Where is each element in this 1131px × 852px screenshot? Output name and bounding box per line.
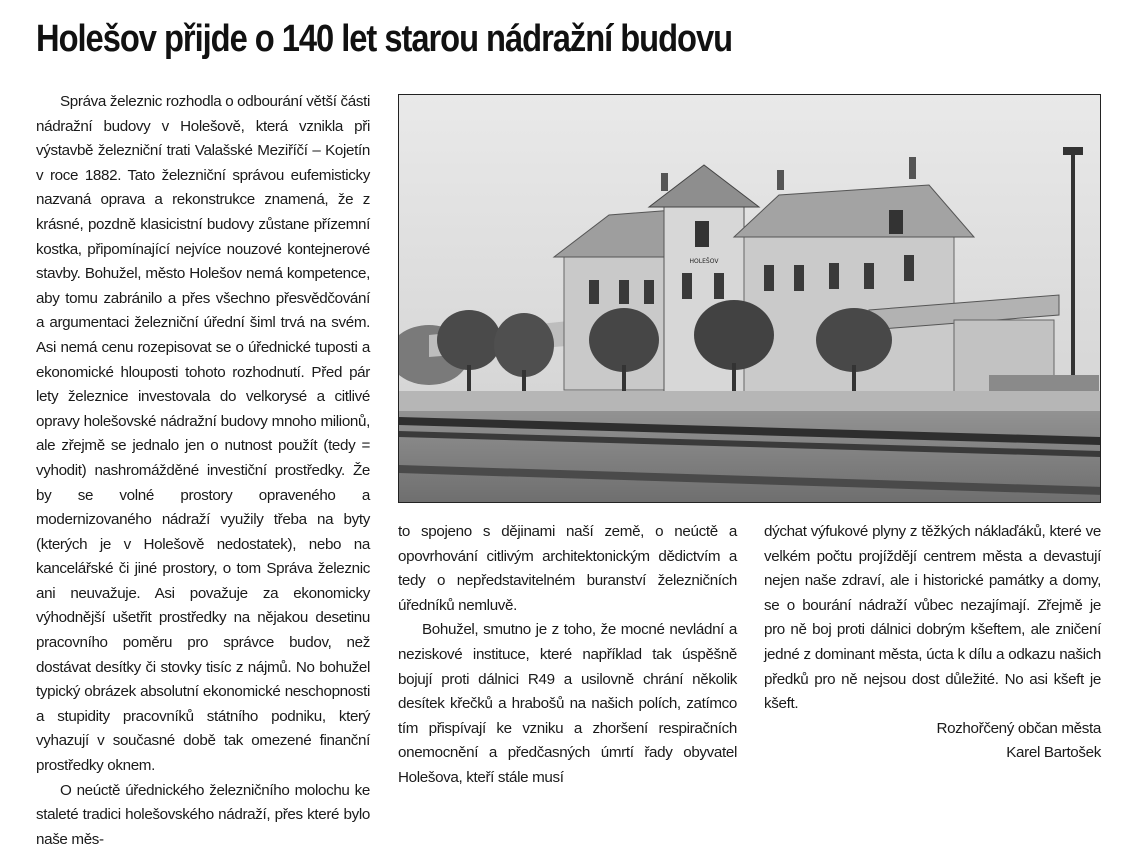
headline: Holešov přijde o 140 let starou nádražní budovu [36,18,733,60]
station-photo-illustration [399,95,1101,503]
article-column-2 [398,520,737,791]
paragraph: Správa železnic rozhodla o odbourání větší části nádražní budovy v Holešově, která vznikla při výstavbě železniční trati Valašské Meziříčí – Kojetín v roce 1882. Tato železniční správou eufemisticky nazvaná oprava a rekonstrukce znamená, že z krásné, pozdně klasicistní budovy zůstane přízemní kostka, připomínající nejvíce nouzové kontejnerové stavby. Bohužel, město Holešov nemá kompetence, aby tomu zabránilo a přes všechno přesvědčování a argumentaci železniční úřední šiml trvá na svém. Asi nemá cenu rozepisovat se o úřednické tuposti a ekonomické hlouposti tohoto rozhodnutí. Před pár lety železnice investovala do velkorysé a citlivé opravy holešovské nádražní budovy mnoho milionů, ale zřejmě se jednalo jen o nutnost použít (tedy = vyhodit) nashromážděné investiční prostředky. Že by se volné prostory opraveného a modernizovaného nádraží využily třeba na byty (kterých je v Holešově nedostatek), nebo na kancelářské či jiné prostory, o tom Správa železnic ani neuvažuje. Asi považuje za ekonomicky výhodnější ušetřit prostředky na nějakou desetinu pracovního poměru pro správce budov, než dostávat desítky či stovky tisíc z nájmů. No bohužel typický obrázek absolutní ekonomické neschopnosti a stupidity pracovníků státního podniku, který vyhazují v současné době tak omezené finanční prostředky oknem. [36,93,370,775]
paragraph: dýchat výfukové plyny z těžkých náklaďáků, které ve velkém počtu projíždějí centrem města a devastují nejen naše zdraví, ale i historické památky a domy, se o bourání nádraží vůbec nezajímají. Zřejmě je pro ně boj proti dálnici dobrým kšeftem, ale zničení jedné z dominant města, úcta k dílu a odkazu našich předků pro ně nejsou dost důležité. No asi kšeft je kšeft. [764,523,1101,713]
article-column-1 [36,90,370,852]
paragraph: O neúctě úřednického železničního molochu ke staleté tradici holešovského nádraží, přes které bylo naše měs- [36,781,370,848]
paragraph: to spojeno s dějinami naší země, o neúctě a opovrhování citlivým architektonickým dědictvím a tedy o nepředstavitelném buranství železničních úředníků nemluvě. [398,523,737,614]
paragraph: Bohužel, smutno je z toho, že mocné nevládní a neziskové instituce, které například tak úspěšně bojují proti dálnici R49 a usilovně chrání několik desítek křečků a hrabošů na našich polích, zatímco tím přispívají ke vzniku a zhoršení respiračních onemocnění a předčasných úmrtí řady obyvatel Holešova, kteří stále musí [398,621,737,786]
article-column-3 [764,520,1101,766]
signature-line-1: Rozhořčený občan města [936,719,1101,737]
station-sign: HOLEŠOV [689,258,719,265]
station-photo [398,94,1101,503]
signature-line-2: Karel Bartošek [1006,744,1101,762]
